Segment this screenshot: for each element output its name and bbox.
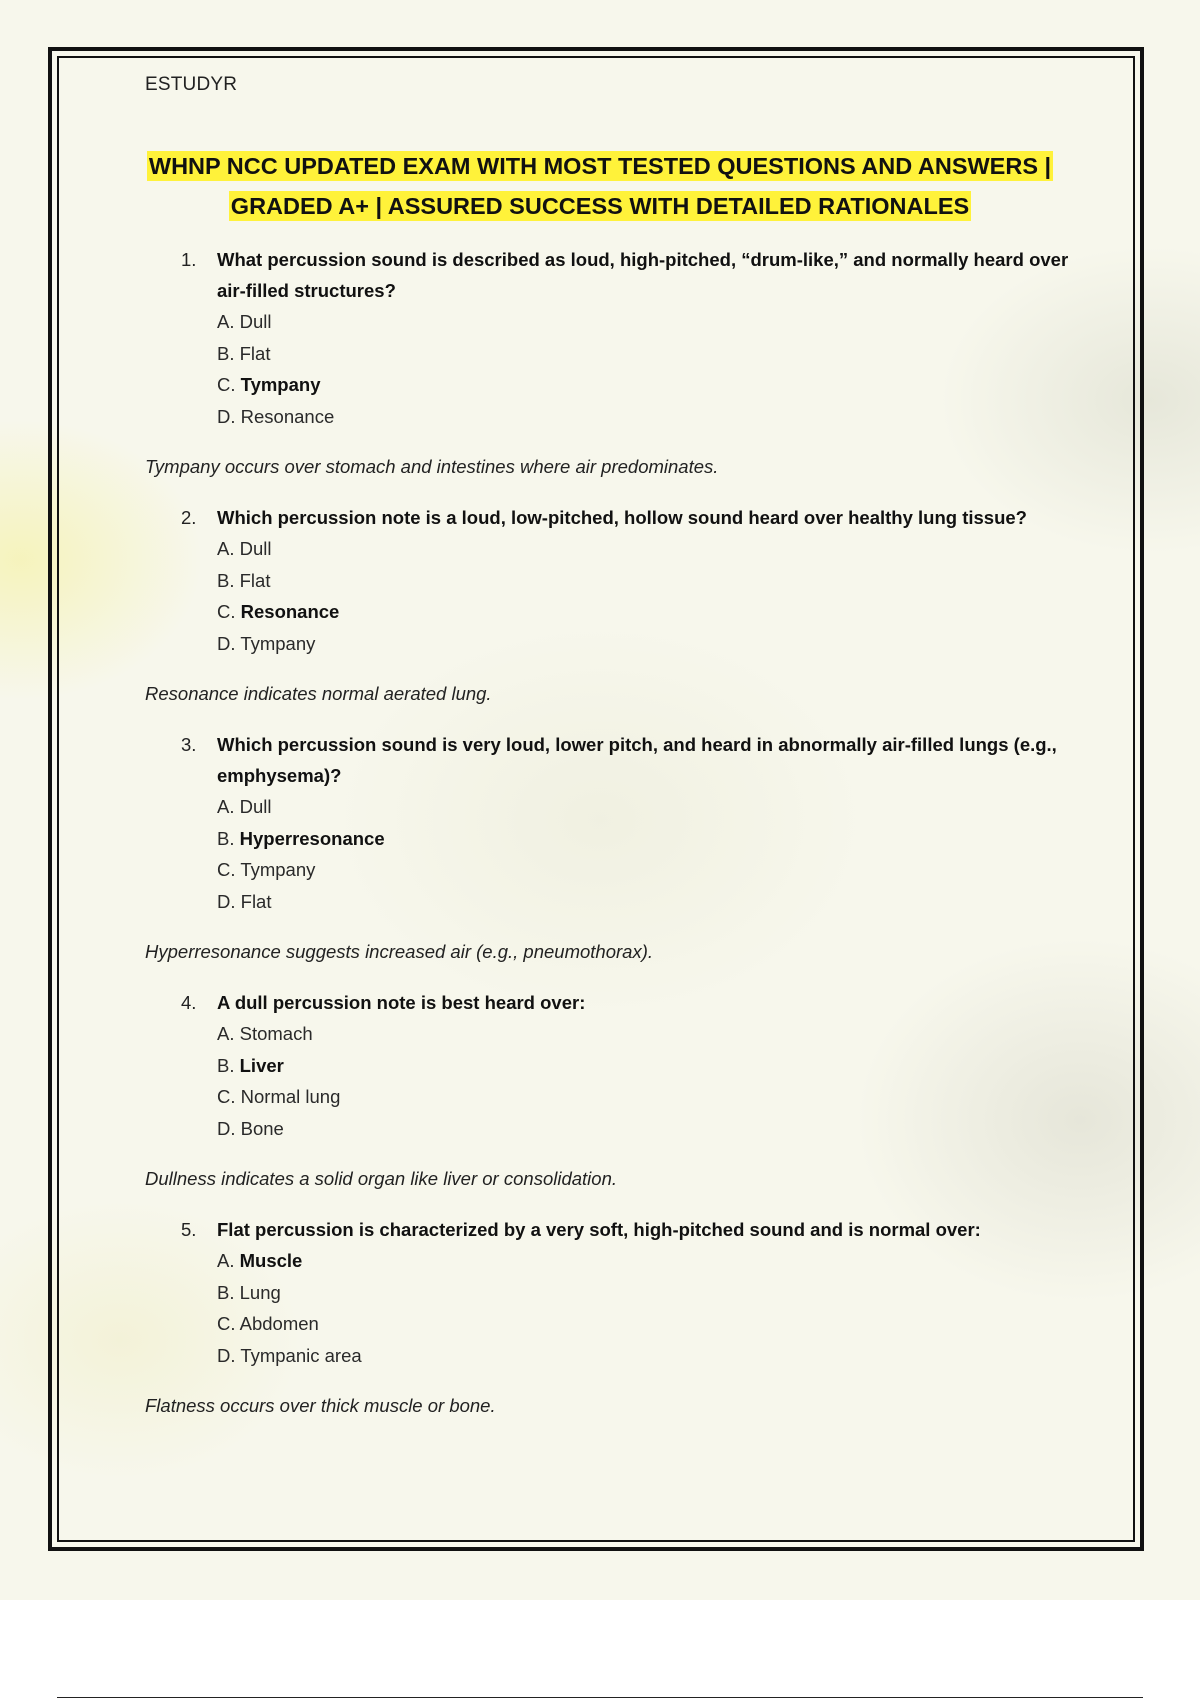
option-text: Dull [239,796,272,817]
option-letter: A. [217,1250,235,1271]
question-block [145,502,1085,708]
answer-rationale: Dullness indicates a solid organ like liver or consolidation. [145,1168,617,1189]
option-letter: A. [217,796,235,817]
option-text: Flat [239,569,271,591]
answer-option [217,1018,1085,1050]
option-text: Tympany [240,632,316,654]
answer-option-correct [217,596,1085,628]
answer-option [217,533,1085,565]
option-letter: D. [217,1344,236,1366]
option-text: Flat [240,890,272,912]
question-stem: Flat percussion is characterized by a very soft, high-pitched sound and is normal over: [217,1219,981,1240]
option-text: Tympanic area [240,1344,362,1366]
answer-options [145,533,1085,659]
question-text [145,1214,1085,1245]
answer-options [145,791,1085,917]
option-letter: B. [217,342,235,364]
option-text: Hyperresonance [239,827,385,849]
option-letter: C. [217,1086,236,1107]
question-number: 5. [181,1219,197,1240]
option-letter: A. [217,538,235,559]
answer-options [145,1245,1085,1371]
question-block [145,729,1085,966]
option-letter: B. [217,569,235,591]
question-text [145,987,1085,1018]
question-list [145,244,1085,1441]
option-letter: C. [217,601,236,622]
answer-rationale: Flatness occurs over thick muscle or bone. [145,1395,496,1416]
answer-options [145,1018,1085,1144]
answer-options [145,306,1085,432]
question-block [145,244,1085,481]
option-text: Stomach [239,1023,313,1044]
question-stem: What percussion sound is described as loud, high-pitched, “drum-like,” and normally heard over air-filled structures? [217,249,1069,301]
answer-option [217,1277,1085,1309]
option-text: Bone [240,1117,284,1139]
option-text: Dull [239,538,272,559]
question-text [145,502,1085,533]
option-text: Tympany [240,374,321,395]
question-text [145,729,1085,791]
question-text [145,244,1085,306]
question-number: 3. [181,734,197,755]
footer-rule [57,1697,1143,1698]
option-text: Abdomen [239,1313,319,1334]
answer-option [217,1081,1085,1113]
option-letter: B. [217,1054,235,1076]
option-letter: B. [217,827,235,849]
document-title [100,146,1100,226]
option-letter: D. [217,1117,236,1139]
option-text: Dull [239,311,272,332]
answer-option [217,886,1085,918]
answer-rationale: Hyperresonance suggests increased air (e.g., pneumothorax). [145,941,653,962]
answer-option-correct [217,1050,1085,1082]
option-letter: A. [217,1023,235,1044]
option-text: Muscle [239,1250,303,1271]
option-text: Normal lung [240,1086,341,1107]
question-block [145,987,1085,1193]
answer-option [217,1340,1085,1372]
answer-option [217,565,1085,597]
option-text: Flat [239,342,271,364]
answer-option [217,628,1085,660]
option-text: Tympany [240,859,316,880]
question-stem: Which percussion note is a loud, low-pitched, hollow sound heard over healthy lung tissue? [217,507,1027,528]
option-letter: D. [217,632,236,654]
option-text: Lung [239,1281,281,1303]
option-letter: C. [217,374,236,395]
option-letter: C. [217,1313,236,1334]
answer-option [217,854,1085,886]
option-letter: A. [217,311,235,332]
option-text: Liver [239,1054,284,1076]
answer-rationale: Tympany occurs over stomach and intestines where air predominates. [145,456,719,477]
option-letter: D. [217,405,236,427]
title-line-2: GRADED A+ | ASSURED SUCCESS WITH DETAILED RATIONALES [230,193,970,219]
question-number: 4. [181,992,197,1013]
option-text: Resonance [240,405,335,427]
answer-option-correct [217,1245,1085,1277]
brand-label: ESTUDYR [145,74,238,95]
answer-option [217,338,1085,370]
answer-option [217,1113,1085,1145]
answer-option [217,306,1085,338]
question-stem: Which percussion sound is very loud, lower pitch, and heard in abnormally air-filled lungs (e.g., emphysema)? [217,734,1057,786]
answer-option [217,1308,1085,1340]
answer-option-correct [217,823,1085,855]
question-block [145,1214,1085,1420]
question-number: 2. [181,507,197,528]
option-letter: C. [217,859,236,880]
title-line-1: WHNP NCC UPDATED EXAM WITH MOST TESTED QUESTIONS AND ANSWERS | [148,153,1052,179]
option-text: Resonance [240,601,340,622]
option-letter: B. [217,1281,235,1303]
answer-option-correct [217,369,1085,401]
answer-rationale: Resonance indicates normal aerated lung. [145,683,492,704]
answer-option [217,791,1085,823]
question-number: 1. [181,249,197,270]
answer-option [217,401,1085,433]
option-letter: D. [217,890,236,912]
question-stem: A dull percussion note is best heard over: [217,992,586,1013]
